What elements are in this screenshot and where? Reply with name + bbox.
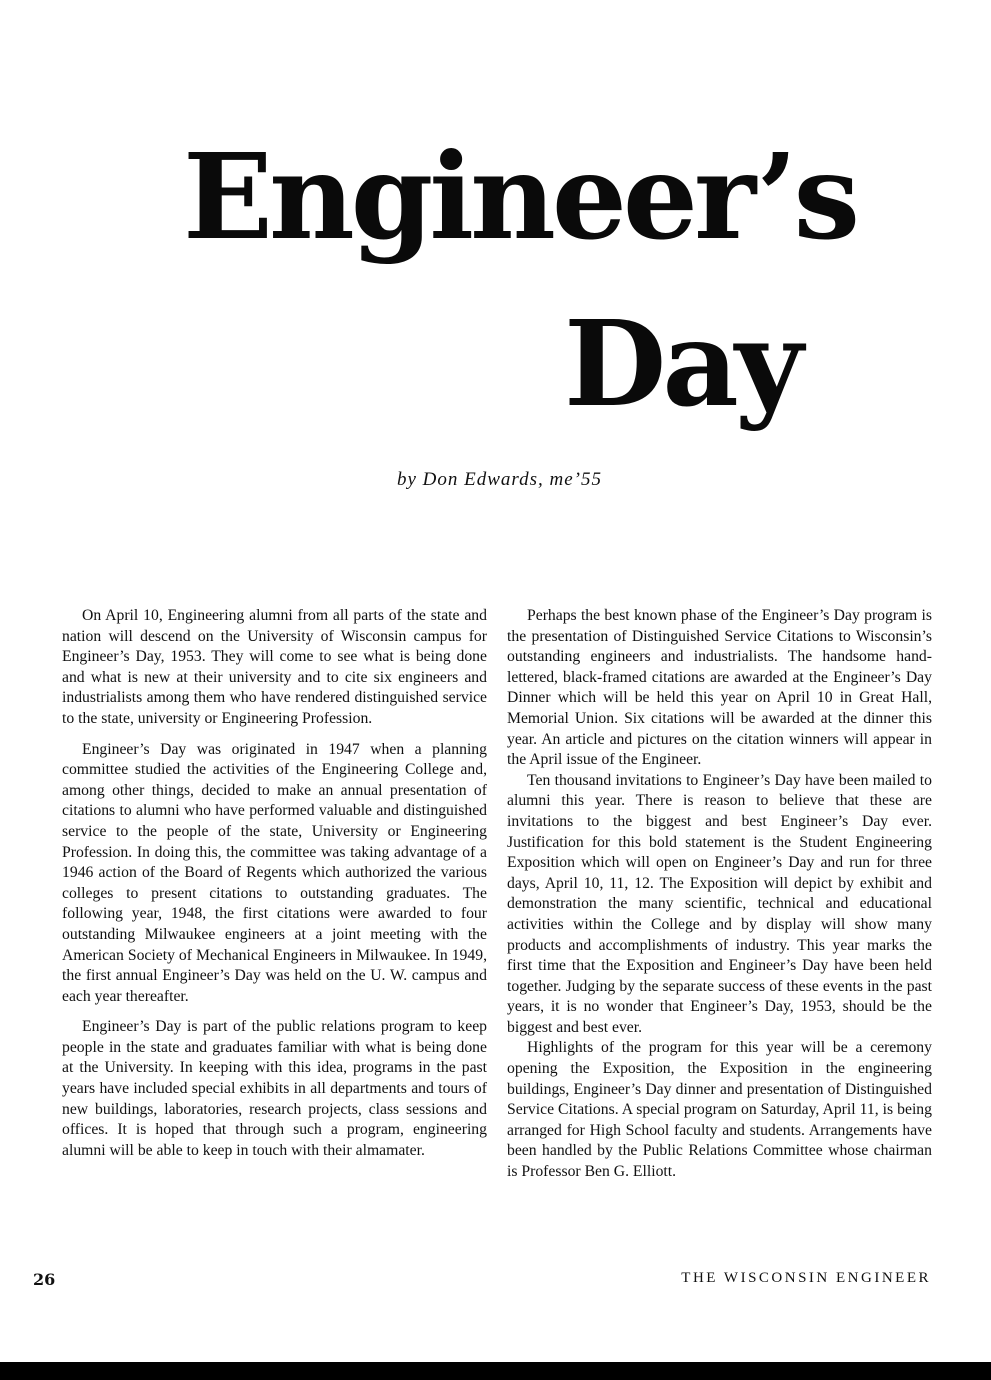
page-number: 26: [33, 1270, 56, 1289]
left-column: [62, 606, 487, 1171]
title-line-1: Engineer’s: [183, 127, 857, 266]
bottom-border: [0, 1362, 991, 1380]
paragraph: On April 10, Engineering alumni from all parts of the state and nation will descend on the University of Wisconsin campus for Engineer’s Day, 1953. They will come to see what is being done and what is new at their university and to cite six engineers and industrialists among them who have rendered distinguished service to the state, university or Engineering Profession.: [62, 607, 487, 727]
paragraph: Highlights of the program for this year will be a ceremony opening the Exposition, the Exposition in the engineering buildings, Engineer’s Day dinner and presentation of Distinguished Service Citations. A special program on Saturday, April 11, is being arranged for High School faculty and students. Arrangements have been handled by the Public Relations Committee whose chairman is Professor Ben G. Elliott.: [507, 1039, 932, 1181]
byline: by Don Edwards, me’55: [397, 469, 602, 490]
paragraph: Ten thousand invitations to Engineer’s Day have been mailed to alumni this year. There is reason to believe that these are invitations to the biggest and best Engineer’s Day ever. Justification for this bold statement is the Student Engineering Exposition which will open on Engineer’s Day and run for three days, April 10, 11, 12. The Exposition will depict by exhibit and demonstration the many scientific, technical and educational activities within the College and by display will show many products and accomplishments of industry. This year marks the first time that the Exposition and Engineer’s Day have been held together. Judging by the separate success of these events in the past years, it is no wonder that Engineer’s Day, 1953, should be the biggest and best ever.: [507, 771, 932, 1036]
publication-title: THE WISCONSIN ENGINEER: [681, 1270, 931, 1286]
paragraph: Perhaps the best known phase of the Engineer’s Day program is the presentation of Distinguished Service Citations to Wisconsin’s outstanding engineers and industrialists. The handsome hand-lettered, black-framed citations are awarded at the Engineer’s Day Dinner which will be held this year on April 10 in Great Hall, Memorial Union. Six citations will be awarded at the dinner this year. An article and pictures on the citation winners will appear in the April issue of the Engineer.: [507, 607, 932, 769]
title-line-2: Day: [564, 294, 800, 433]
paragraph: Engineer’s Day is part of the public relations program to keep people in the state and graduates familiar with what is being done at the University. In keeping with this idea, programs in the past years have included special exhibits in all departments and tours of new buildings, laboratories, research projects, class sessions and offices. It is hoped that through such a program, engineering alumni will be able to keep in touch with their almamater.: [62, 1018, 487, 1159]
paragraph: Engineer’s Day was originated in 1947 when a planning committee studied the activities of the Engineering College and, among other things, decided to make an annual presentation of citations to alumni who have performed valuable and distinguished service to the people of the state, University or Engineering Profession. In doing this, the committee was taking advantage of a 1946 action of the Board of Regents which authorized the various colleges to present citations to outstanding graduates. The following year, 1948, the first citations were awarded to four outstanding Milwaukee engineers at a joint meeting with the American Society of Mechanical Engineers in Milwaukee. In 1949, the first annual Engineer’s Day was held on the U. W. campus and each year thereafter.: [62, 740, 487, 1005]
right-column: [507, 606, 932, 1183]
